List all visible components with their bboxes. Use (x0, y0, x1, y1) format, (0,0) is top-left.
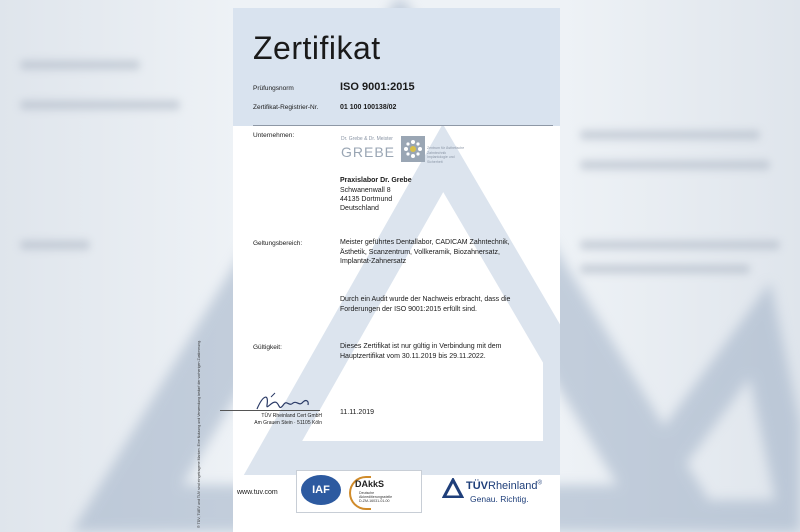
tuv-logo-bold: TÜV (466, 480, 488, 492)
issuer-address: Am Grauen Stein · 51105 Köln (254, 420, 322, 426)
standard-value: ISO 9001:2015 (340, 81, 415, 93)
dakks-subtitle-line: Deutsche (359, 491, 375, 495)
background-blur-text (580, 130, 760, 140)
issuer-block (220, 413, 322, 427)
address-line: 44135 Dortmund (340, 196, 393, 203)
dakks-subtitle (359, 491, 409, 504)
background-blur-text (20, 100, 180, 110)
audit-line: Durch ein Audit wurde der Nachweis erbracht, dass die (340, 296, 511, 303)
certificate-sheet (233, 8, 560, 532)
scope-line: Meister geführtes Dentallabor, CADICAM Zahntechnik, (340, 239, 510, 246)
grebe-logo (341, 136, 465, 166)
iaf-logo: IAF (301, 475, 341, 505)
issuer-name: TÜV Rheinland Cert GmbH (261, 413, 322, 419)
grebe-flower-icon (401, 136, 425, 162)
audit-line: Forderungen der ISO 9001:2015 erfüllt sind. (340, 305, 477, 313)
standard-label: Prüfungsnorm (253, 85, 294, 92)
header-divider (253, 125, 553, 126)
issue-date: 11.11.2019 (340, 409, 374, 416)
company-name: Praxislabor Dr. Grebe (340, 177, 412, 184)
scope-label: Geltungsbereich: (253, 240, 303, 247)
scope-line: Implantat-Zahnersatz (340, 258, 407, 265)
register-value: 01 100 100138/02 (340, 104, 397, 111)
signature-line (220, 410, 320, 411)
grebe-logo-name: GREBE (341, 144, 396, 160)
trademark-side-text: ® TÜV, TUEV und TUV sind eingetragene Marken. Eine Nutzung und Verwendung bedarf der vorherigen Zustimmung. (197, 339, 201, 528)
tuv-slogan: Genau. Richtig. (470, 494, 529, 504)
validity-label: Gültigkeit: (253, 344, 282, 351)
tuv-logo-name (466, 480, 542, 492)
company-label: Unternehmen: (253, 132, 295, 139)
tuv-triangle-icon (442, 478, 464, 498)
background-blur-text (20, 60, 140, 70)
validity-line: Dieses Zertifikat ist nur gültig in Verbindung mit dem (340, 343, 502, 350)
register-label: Zertifikat-Registrier-Nr. (253, 104, 319, 111)
dakks-subtitle-line: D-ZM-16031-01-00 (359, 499, 390, 504)
dakks-logo: DAkkS (355, 479, 385, 489)
accreditation-logos (296, 470, 422, 513)
website-link[interactable]: www.tuv.com (237, 489, 278, 496)
background-blur-text (580, 160, 770, 170)
grebe-logo-subtitle: Zentrum für Ästhetische Zahntechnik Implantologie und Sicherheit (427, 146, 465, 164)
background-blur-text (20, 240, 90, 250)
tuv-logo-rest: Rheinland (488, 480, 538, 492)
dakks-subtitle-line: Akkreditierungsstelle (359, 495, 393, 500)
background-blur-text (580, 264, 750, 274)
address-line: Schwanenwall 8 (340, 187, 391, 194)
tuv-registered-mark: ® (537, 480, 542, 487)
scope-line: Ästhetik, Scanzentrum, Vollkeramik, Biozahnersatz, (340, 248, 500, 256)
address-line: Deutschland (340, 205, 379, 212)
page-title: Zertifikat (253, 30, 381, 66)
grebe-logo-prefix: Dr. Grebe & Dr. Meister (341, 136, 393, 142)
background-blur-text (580, 240, 780, 250)
validity-line: Hauptzertifikat vom 30.11.2019 bis 29.11.2022. (340, 352, 486, 360)
